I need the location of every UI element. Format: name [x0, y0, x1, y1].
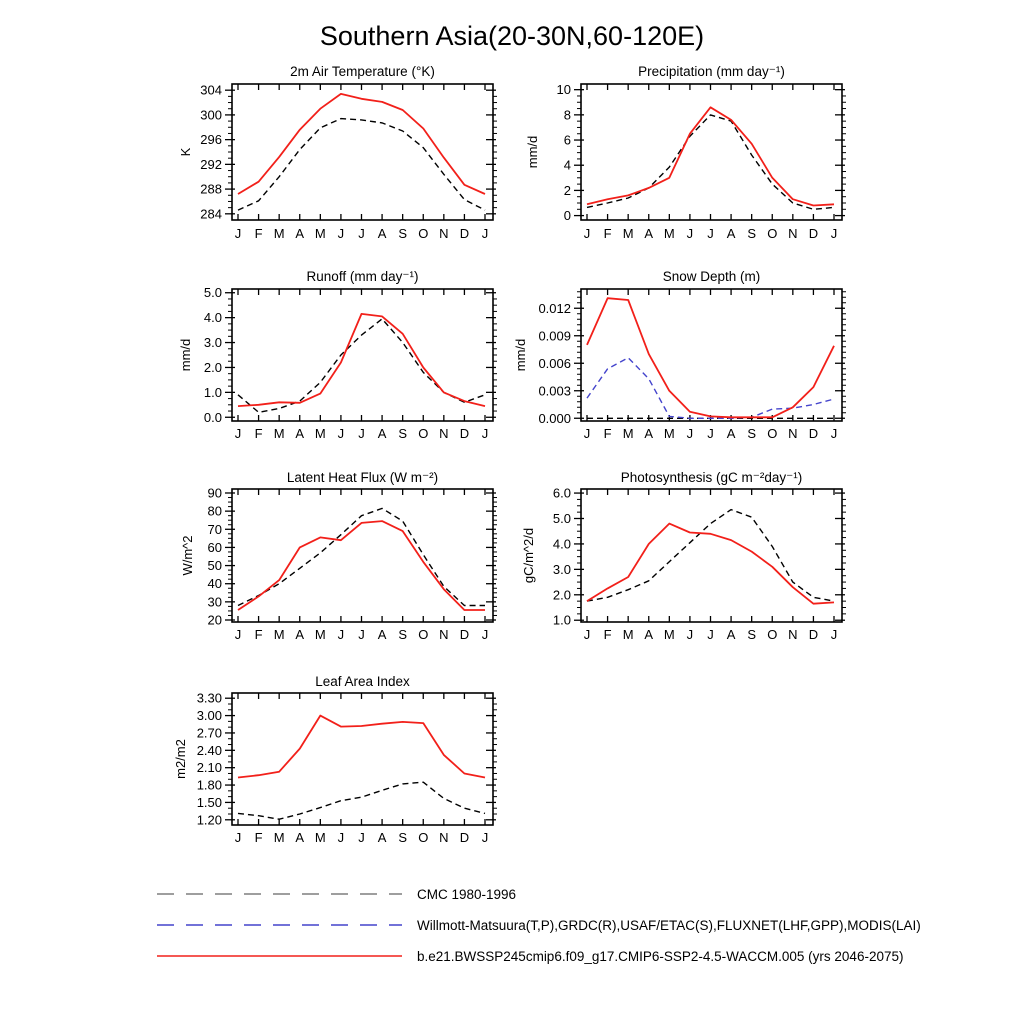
x-tick-label: O	[418, 426, 429, 441]
y-tick-label: 3.0	[203, 335, 222, 351]
legend-line-sample-obs	[155, 920, 405, 930]
chart-precipitation	[525, 64, 846, 241]
x-tick-label: J	[337, 226, 345, 241]
y-tick-label: 6.0	[552, 485, 571, 501]
legend-line-sample-cmc	[155, 889, 405, 899]
chart-latent-heat-flux	[180, 470, 497, 642]
x-tick-label: S	[747, 226, 757, 241]
chart-leaf-area-index	[173, 674, 497, 845]
legend-item-model	[155, 945, 921, 967]
plot-frame	[232, 289, 493, 421]
x-tick-label: J	[707, 627, 714, 642]
x-tick-label: O	[767, 426, 778, 441]
x-tick-label: A	[377, 226, 387, 241]
x-tick-label: A	[377, 426, 387, 441]
series-line-model	[587, 524, 834, 604]
y-tick-label: 30	[207, 594, 222, 610]
y-tick-label: 80	[207, 503, 222, 519]
y-tick-label: 1.50	[196, 794, 222, 810]
y-tick-label: 1.20	[196, 812, 222, 828]
x-tick-label: M	[622, 226, 634, 241]
x-tick-label: J	[337, 426, 345, 441]
x-tick-label: A	[726, 627, 736, 642]
y-tick-label: 292	[200, 156, 222, 172]
y-tick-label: 2.0	[552, 587, 571, 603]
chart-runoff	[178, 269, 497, 441]
series-line-cmc	[238, 319, 485, 412]
plot-frame	[232, 84, 493, 220]
y-axis-label: mm/d	[178, 338, 193, 372]
y-tick-label: 90	[207, 485, 222, 501]
series-line-cmc	[587, 510, 834, 601]
x-tick-label: J	[481, 226, 489, 241]
x-tick-label: J	[830, 226, 838, 241]
plot-frame	[232, 489, 493, 622]
y-tick-label: 8	[563, 107, 571, 123]
x-tick-label: D	[459, 226, 470, 241]
x-tick-label: O	[767, 627, 778, 642]
y-axis-label: mm/d	[513, 338, 528, 372]
x-tick-label: N	[439, 830, 449, 845]
x-tick-label: M	[273, 830, 285, 845]
x-tick-label: J	[358, 627, 365, 642]
series-line-cmc	[587, 115, 834, 209]
chart-title: Precipitation (mm day⁻¹)	[638, 64, 785, 79]
x-tick-label: S	[398, 830, 408, 845]
x-tick-label: A	[644, 226, 654, 241]
x-tick-label: A	[295, 830, 305, 845]
y-tick-label: 4	[563, 157, 571, 173]
y-tick-label: 4.0	[203, 310, 222, 326]
x-tick-label: S	[747, 627, 757, 642]
x-tick-label: D	[459, 627, 470, 642]
chart-title: Leaf Area Index	[315, 674, 410, 689]
x-tick-label: J	[686, 426, 694, 441]
x-tick-label: M	[273, 226, 285, 241]
figure-title: Southern Asia(20-30N,60-120E)	[319, 21, 705, 51]
x-tick-label: J	[583, 627, 591, 642]
x-tick-label: J	[358, 830, 365, 845]
series-line-model	[587, 107, 834, 205]
y-tick-label: 2.70	[196, 725, 222, 741]
x-tick-label: F	[254, 226, 263, 241]
x-tick-label: A	[644, 426, 654, 441]
x-tick-label: N	[788, 627, 798, 642]
chart-title: Photosynthesis (gC m⁻²day⁻¹)	[620, 470, 803, 485]
x-tick-label: D	[808, 226, 819, 241]
chart-title: Latent Heat Flux (W m⁻²)	[286, 470, 439, 485]
series-line-model	[238, 716, 485, 778]
y-tick-label: 6	[563, 132, 571, 148]
y-tick-label: 40	[207, 576, 222, 592]
x-tick-label: J	[358, 426, 365, 441]
y-tick-label: 1.80	[196, 777, 222, 793]
chart-title: Runoff (mm day⁻¹)	[306, 269, 419, 284]
x-tick-label: S	[398, 426, 408, 441]
plot-frame	[581, 489, 842, 622]
x-tick-label: J	[358, 226, 365, 241]
y-tick-label: 70	[207, 521, 222, 537]
x-tick-label: N	[439, 426, 449, 441]
x-tick-label: J	[686, 226, 694, 241]
x-tick-label: A	[295, 226, 305, 241]
x-tick-label: M	[314, 830, 326, 845]
x-tick-label: A	[295, 426, 305, 441]
legend-item-obs	[155, 914, 921, 936]
y-axis-label: m2/m2	[173, 739, 188, 779]
x-tick-label: S	[747, 426, 757, 441]
x-tick-label: J	[234, 426, 242, 441]
x-tick-label: D	[808, 426, 819, 441]
y-axis-label: gC/m^2/d	[521, 527, 536, 584]
y-tick-label: 284	[200, 206, 222, 222]
y-tick-label: 2.40	[196, 742, 222, 758]
y-axis-label: mm/d	[525, 135, 540, 169]
series-line-obs	[587, 358, 834, 419]
x-tick-label: M	[314, 426, 326, 441]
y-axis-label: W/m^2	[180, 535, 195, 576]
chart-2m-air-temperature	[178, 64, 497, 241]
y-tick-label: 4.0	[552, 536, 571, 552]
x-tick-label: D	[459, 830, 470, 845]
x-tick-label: N	[439, 226, 449, 241]
x-tick-label: O	[418, 830, 429, 845]
legend-label-model: b.e21.BWSSP245cmip6.f09_g17.CMIP6-SSP2-4.5-WACCM.005 (yrs 2046-2075)	[417, 948, 904, 964]
y-tick-label: 300	[200, 107, 222, 123]
y-tick-label: 20	[207, 612, 222, 628]
chart-title: 2m Air Temperature (°K)	[290, 64, 435, 79]
x-tick-label: F	[254, 426, 263, 441]
series-line-cmc	[238, 782, 485, 819]
x-tick-label: A	[644, 627, 654, 642]
x-tick-label: S	[398, 226, 408, 241]
x-tick-label: F	[603, 226, 612, 241]
x-tick-label: J	[234, 627, 242, 642]
x-tick-label: J	[481, 627, 489, 642]
y-tick-label: 3.30	[196, 690, 222, 706]
x-tick-label: O	[418, 226, 429, 241]
x-tick-label: D	[808, 627, 819, 642]
legend-label-obs: Willmott-Matsuura(T,P),GRDC(R),USAF/ETAC(S),FLUXNET(LHF,GPP),MODIS(LAI)	[417, 917, 921, 933]
y-tick-label: 288	[200, 181, 222, 197]
y-tick-label: 5.0	[203, 285, 222, 301]
x-tick-label: M	[663, 627, 675, 642]
x-tick-label: M	[314, 627, 326, 642]
series-line-model	[238, 314, 485, 406]
plot-frame	[581, 289, 842, 421]
x-tick-label: J	[830, 426, 838, 441]
series-line-model	[238, 521, 485, 610]
x-tick-label: J	[583, 226, 591, 241]
x-tick-label: M	[663, 226, 675, 241]
y-tick-label: 0.009	[538, 328, 571, 344]
x-tick-label: N	[788, 226, 798, 241]
y-tick-label: 0.006	[538, 355, 571, 371]
chart-title: Snow Depth (m)	[662, 269, 761, 284]
chart-snow-depth	[513, 269, 846, 441]
x-tick-label: M	[273, 627, 285, 642]
x-tick-label: F	[254, 627, 263, 642]
y-axis-label: K	[178, 147, 193, 157]
x-tick-label: J	[830, 627, 838, 642]
y-tick-label: 50	[207, 558, 222, 574]
y-tick-label: 2.0	[203, 359, 222, 375]
x-tick-label: M	[663, 426, 675, 441]
legend-item-cmc	[155, 883, 921, 905]
y-tick-label: 60	[207, 539, 222, 555]
y-tick-label: 2	[563, 182, 571, 198]
x-tick-label: F	[603, 627, 612, 642]
x-tick-label: J	[583, 426, 591, 441]
y-tick-label: 1.0	[203, 384, 222, 400]
x-tick-label: M	[622, 426, 634, 441]
series-line-model	[587, 298, 834, 417]
x-tick-label: A	[726, 426, 736, 441]
y-tick-label: 0.012	[538, 300, 571, 316]
x-tick-label: M	[314, 226, 326, 241]
y-tick-label: 0.0	[203, 409, 222, 425]
x-tick-label: D	[459, 426, 470, 441]
legend-label-cmc: CMC 1980-1996	[417, 886, 517, 902]
y-tick-label: 3.0	[552, 561, 571, 577]
x-tick-label: O	[767, 226, 778, 241]
legend	[155, 883, 921, 967]
x-tick-label: F	[603, 426, 612, 441]
x-tick-label: J	[686, 627, 694, 642]
y-tick-label: 296	[200, 132, 222, 148]
y-tick-label: 2.10	[196, 760, 222, 776]
y-tick-label: 10	[556, 82, 571, 98]
x-tick-label: S	[398, 627, 408, 642]
x-tick-label: A	[295, 627, 305, 642]
x-tick-label: J	[481, 830, 489, 845]
x-tick-label: A	[377, 830, 387, 845]
x-tick-label: J	[481, 426, 489, 441]
chart-photosynthesis	[521, 470, 846, 642]
x-tick-label: J	[337, 830, 345, 845]
y-tick-label: 0	[563, 208, 571, 224]
plot-frame	[232, 693, 493, 825]
x-tick-label: J	[707, 226, 714, 241]
legend-line-sample-model	[155, 951, 405, 961]
y-tick-label: 1.0	[552, 612, 571, 628]
x-tick-label: F	[254, 830, 263, 845]
x-tick-label: M	[273, 426, 285, 441]
y-tick-label: 3.00	[196, 708, 222, 724]
y-tick-label: 0.003	[538, 383, 571, 399]
x-tick-label: J	[234, 226, 242, 241]
x-tick-label: J	[337, 627, 345, 642]
x-tick-label: A	[726, 226, 736, 241]
x-tick-label: J	[707, 426, 714, 441]
x-tick-label: O	[418, 627, 429, 642]
y-tick-label: 5.0	[552, 510, 571, 526]
x-tick-label: N	[439, 627, 449, 642]
y-tick-label: 0.000	[538, 410, 571, 426]
x-tick-label: M	[622, 627, 634, 642]
x-tick-label: J	[234, 830, 242, 845]
y-tick-label: 304	[200, 82, 222, 98]
x-tick-label: A	[377, 627, 387, 642]
x-tick-label: N	[788, 426, 798, 441]
